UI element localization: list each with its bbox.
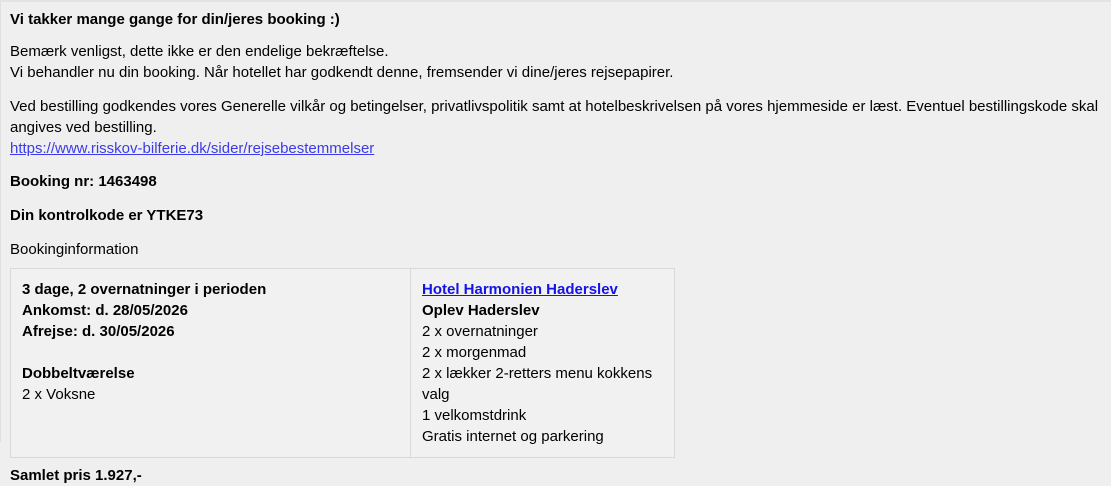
include-item: 2 x overnatninger: [422, 323, 538, 340]
stay-details-cell: [11, 269, 411, 458]
terms-text: Ved bestilling godkendes vores Generelle vilkår og betingelser, privatlivspolitik samt at hotelbeskrivelsen på vores hjemmeside er læst. Eventuel bestillingskode skal angives ved bestilling.: [10, 98, 1099, 136]
booking-number: Booking nr: 1463498: [10, 173, 157, 190]
terms-link[interactable]: https://www.risskov-bilferie.dk/sider/rejsebestemmelser: [10, 140, 375, 157]
note-paragraph: [10, 41, 1103, 83]
include-item: 1 velkomstdrink: [422, 407, 527, 424]
hotel-details-cell: [411, 269, 675, 458]
email-body: [1, 2, 1111, 486]
include-item: Gratis internet og parkering: [422, 428, 604, 445]
thanks-heading: Vi takker mange gange for din/jeres booking :): [10, 11, 340, 28]
hotel-link[interactable]: Hotel Harmonien Haderslev: [422, 281, 618, 298]
booking-table: [10, 268, 675, 458]
stay-period: 3 dage, 2 overnatninger i perioden: [22, 281, 267, 298]
include-item: 2 x lækker 2-retters menu kokkens valg: [422, 365, 653, 403]
guests: 2 x Voksne: [22, 386, 96, 403]
package-title: Oplev Haderslev: [422, 302, 540, 319]
terms-link-line: [10, 138, 1103, 159]
include-item: 2 x morgenmad: [422, 344, 527, 361]
spacer: [22, 342, 399, 363]
terms-paragraph: [10, 96, 1103, 159]
room-type: Dobbeltværelse: [22, 365, 135, 382]
control-code: Din kontrolkode er YTKE73: [10, 207, 204, 224]
note-line-1: Bemærk venligst, dette ikke er den endelige bekræftelse.: [10, 43, 389, 60]
bookinginformation-heading: Bookinginformation: [10, 241, 139, 258]
stay-departure: Afrejse: d. 30/05/2026: [22, 323, 175, 340]
table-row: [11, 269, 675, 458]
total-price: Samlet pris 1.927,-: [10, 467, 142, 484]
hotel-link-line: [422, 279, 663, 300]
note-line-2: Vi behandler nu din booking. Når hotellet har godkendt denne, fremsender vi dine/jeres rejsepapirer.: [10, 64, 674, 81]
stay-arrival: Ankomst: d. 28/05/2026: [22, 302, 188, 319]
